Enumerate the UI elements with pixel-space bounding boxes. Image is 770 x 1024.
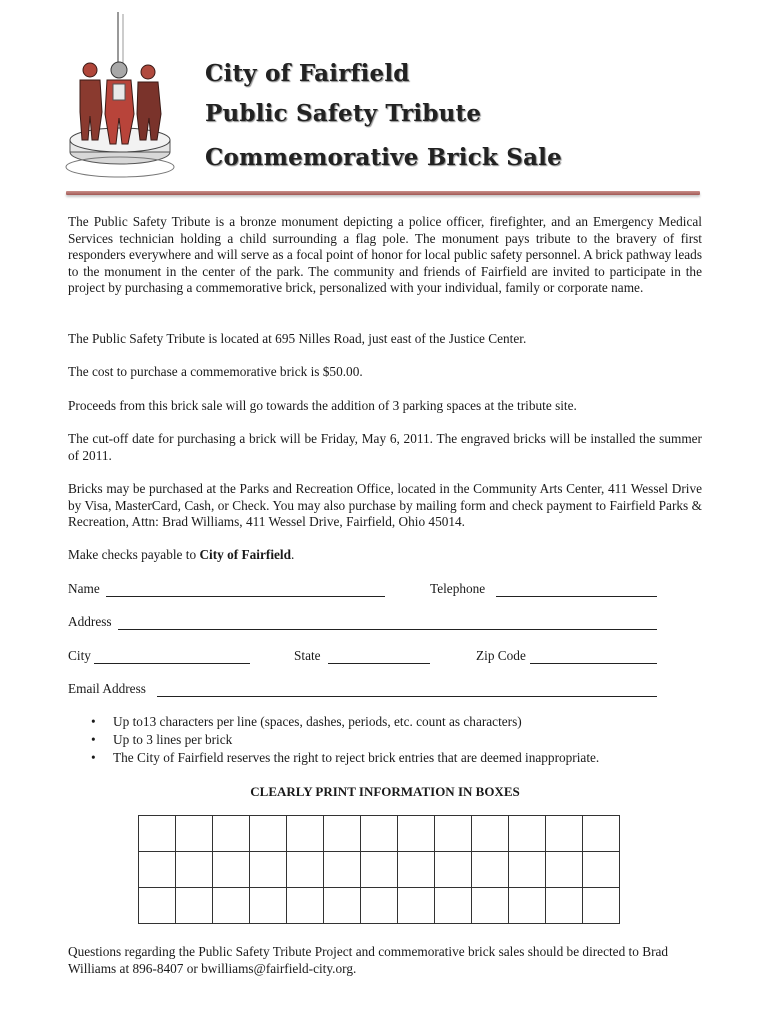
grid-row — [139, 816, 620, 852]
character-box[interactable] — [324, 852, 361, 888]
character-box[interactable] — [213, 816, 250, 852]
header-divider — [66, 191, 700, 195]
brick-rules-list — [68, 713, 599, 766]
state-field[interactable] — [328, 663, 430, 664]
character-box[interactable] — [472, 852, 509, 888]
boxes-heading: CLEARLY PRINT INFORMATION IN BOXES — [250, 784, 520, 799]
character-box[interactable] — [176, 852, 213, 888]
character-box[interactable] — [583, 852, 620, 888]
character-box[interactable] — [435, 852, 472, 888]
character-box[interactable] — [546, 852, 583, 888]
character-box[interactable] — [287, 816, 324, 852]
email-field[interactable] — [157, 696, 657, 697]
character-box[interactable] — [361, 852, 398, 888]
monument-logo-image — [62, 12, 182, 180]
character-box[interactable] — [250, 816, 287, 852]
state-label: State — [294, 648, 321, 663]
character-box[interactable] — [398, 816, 435, 852]
rule-item — [91, 713, 599, 731]
proceeds-paragraph: Proceeds from this brick sale will go towards the addition of 3 parking spaces at the tribute site. — [68, 398, 577, 413]
location-paragraph: The Public Safety Tribute is located at 695 Nilles Road, just east of the Justice Center. — [68, 331, 527, 346]
grid-row — [139, 852, 620, 888]
intro-paragraph: The Public Safety Tribute is a bronze monument depicting a police officer, firefighter, and an Emergency Medical Services technician holding a child surrounding a flag pole. The monument pays tribute to the bravery of first responders everywhere and will serve as a focal point of honor for local public safety personnel. A brick pathway leads to the monument in the center of the park. The community and friends of Fairfield are invited to participate in the project by purchasing a commemorative brick, personalized with your individual, family or corporate name. — [68, 214, 702, 296]
contact-paragraph: Questions regarding the Public Safety Tribute Project and commemorative brick sales should be directed to Brad Williams at 896-8407 or bwilliams@fairfield-city.org. — [68, 944, 669, 976]
character-box[interactable] — [509, 852, 546, 888]
character-box[interactable] — [176, 888, 213, 924]
email-label: Email Address — [68, 681, 146, 696]
checks-prefix: Make checks payable to — [68, 547, 200, 562]
character-box[interactable] — [250, 852, 287, 888]
zip-label: Zip Code — [476, 648, 526, 663]
rule-text: Up to13 characters per line (spaces, dashes, periods, etc. count as characters) — [113, 714, 522, 729]
bullet-icon: • — [91, 731, 96, 747]
character-box[interactable] — [213, 888, 250, 924]
rule-item — [91, 731, 599, 749]
city-field[interactable] — [94, 663, 250, 664]
zip-field[interactable] — [530, 663, 657, 664]
name-label: Name — [68, 581, 100, 596]
bullet-icon: • — [91, 749, 96, 765]
bullet-icon: • — [91, 714, 96, 729]
character-box[interactable] — [139, 888, 176, 924]
character-box[interactable] — [546, 816, 583, 852]
rule-text: Up to 3 lines per brick — [113, 731, 233, 747]
character-box[interactable] — [139, 816, 176, 852]
character-box[interactable] — [287, 888, 324, 924]
character-box[interactable] — [509, 888, 546, 924]
character-box[interactable] — [435, 888, 472, 924]
telephone-label: Telephone — [430, 581, 486, 596]
character-box[interactable] — [176, 816, 213, 852]
cutoff-paragraph: The cut-off date for purchasing a brick will be Friday, May 6, 2011. The engraved bricks will be installed the summer of 2011. — [68, 431, 702, 463]
checks-suffix: . — [291, 547, 295, 562]
cost-paragraph: The cost to purchase a commemorative brick is $50.00. — [68, 364, 363, 379]
city-label: City — [68, 648, 91, 663]
character-box[interactable] — [398, 852, 435, 888]
name-field[interactable] — [106, 596, 385, 597]
character-box[interactable] — [435, 816, 472, 852]
title-brick-sale: Commemorative Brick Sale — [205, 144, 562, 171]
brick-inscription-grid — [138, 815, 620, 924]
title-tribute: Public Safety Tribute — [205, 100, 482, 127]
character-box[interactable] — [250, 888, 287, 924]
checks-paragraph — [68, 547, 702, 564]
title-city: City of Fairfield — [205, 60, 410, 87]
character-box[interactable] — [472, 888, 509, 924]
address-field[interactable] — [118, 629, 657, 630]
character-box[interactable] — [546, 888, 583, 924]
character-box[interactable] — [398, 888, 435, 924]
character-box[interactable] — [472, 816, 509, 852]
telephone-field[interactable] — [496, 596, 657, 597]
purchase-paragraph: Bricks may be purchased at the Parks and Recreation Office, located in the Community Arts Center, 411 Wessel Drive by Visa, MasterCard, Cash, or Check. You may also purchase by mailing form and check payment to Fairfield Parks & Recreation, Attn: Brad Williams, 411 Wessel Drive, Fairfield, Ohio 45014. — [68, 481, 702, 530]
grid-row — [139, 888, 620, 924]
character-box[interactable] — [361, 816, 398, 852]
character-box[interactable] — [583, 816, 620, 852]
character-box[interactable] — [324, 816, 361, 852]
character-box[interactable] — [583, 888, 620, 924]
character-box[interactable] — [361, 888, 398, 924]
rule-text: The City of Fairfield reserves the right to reject brick entries that are deemed inappropriate. — [113, 749, 600, 765]
character-box[interactable] — [324, 888, 361, 924]
character-box[interactable] — [287, 852, 324, 888]
address-label: Address — [68, 614, 112, 629]
checks-payee: City of Fairfield — [199, 547, 292, 562]
character-box[interactable] — [213, 852, 250, 888]
character-box[interactable] — [509, 816, 546, 852]
rule-item — [91, 749, 600, 767]
character-box[interactable] — [139, 852, 176, 888]
